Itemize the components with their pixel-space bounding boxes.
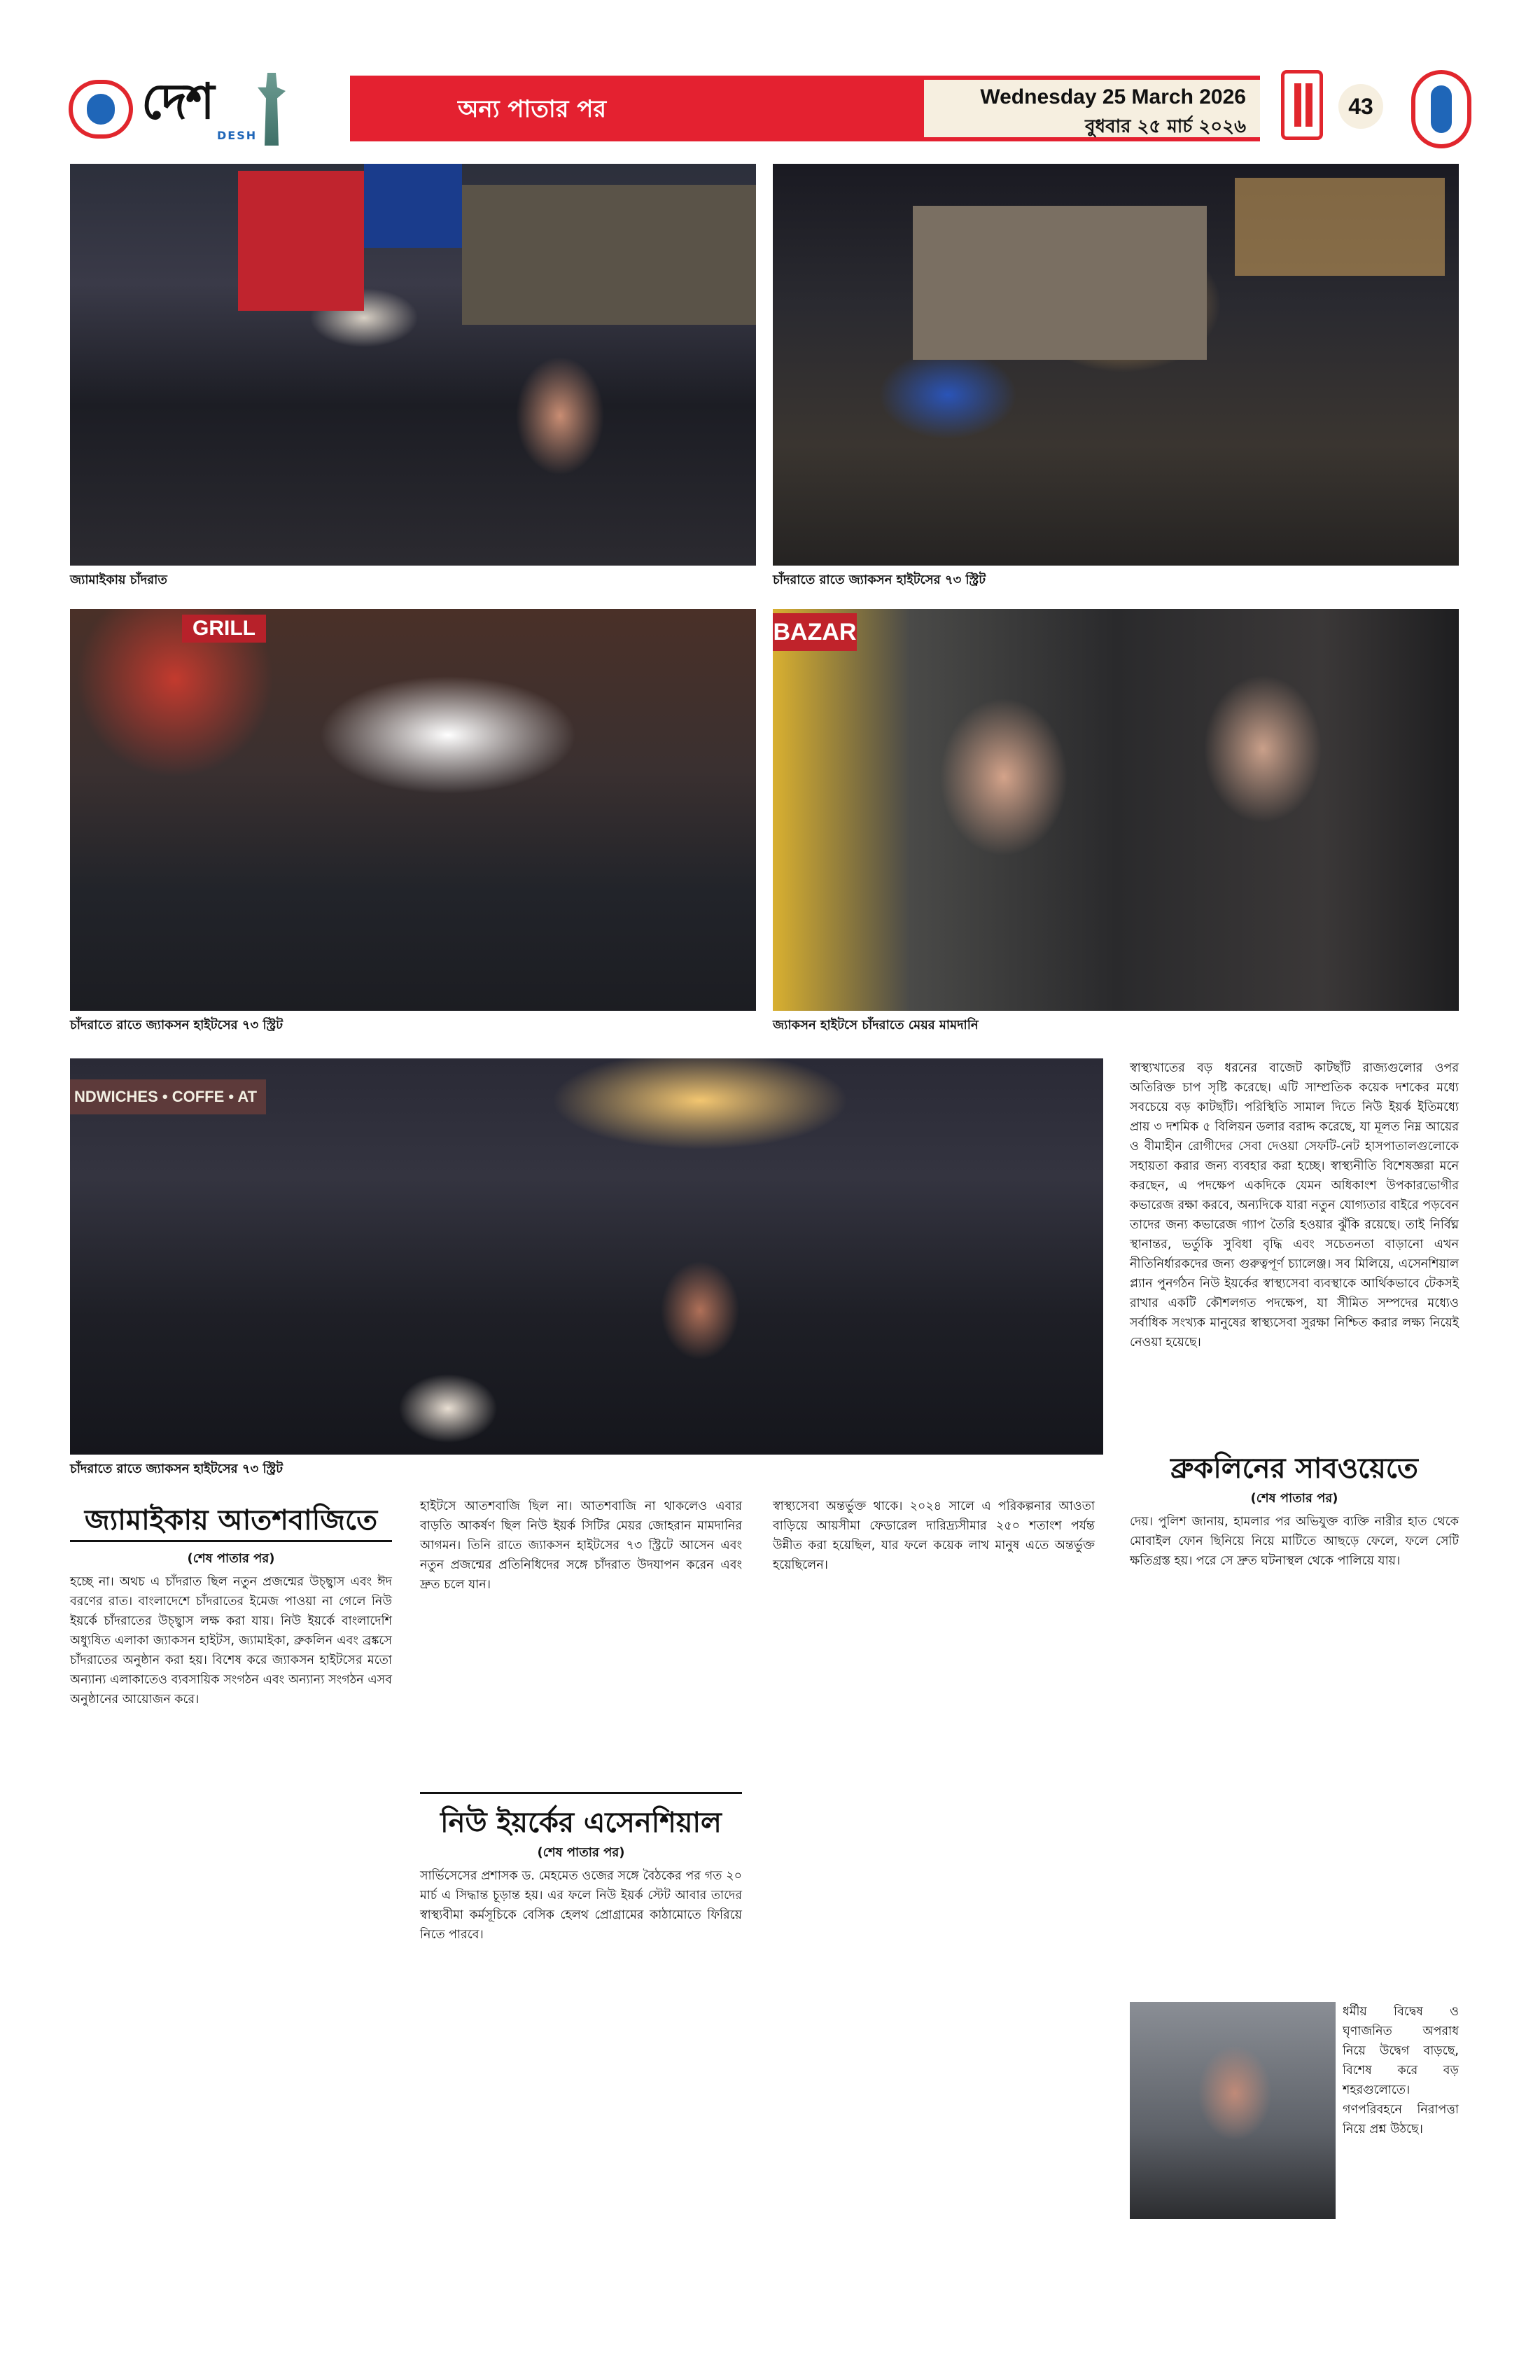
article-text: দেয়। পুলিশ জানায়, হামলার পর অভিযুক্ত ব্যক্তি নারীর হাত থেকে মোবাইল ফোন ছিনিয়ে নিয়ে মাটিতে আছড়ে ফেলে, ফলে সেটি ক্ষতিগ্রস্ত হয়। পরে সে দ্রুত ঘটনাস্থল থেকে পালিয়ে যায়। — [1130, 1515, 1459, 1568]
headline-jamaica: জ্যামাইকায় আতশবাজিতে — [84, 1504, 378, 1536]
article-text: স্বাস্থ্যসেবা অন্তর্ভুক্ত থাকে। ২০২৪ সালে এ পরিকল্পনার আওতা বাড়িয়ে আয়সীমা ফেডারেল দারিদ্র্যসীমার ২৫০ শতাংশ পর্যন্ত উন্নীত করা হয়েছিল, যার ফলে কয়েক লাখ মানুষ এতে অন্তর্ভুক্ত হয়েছিলেন। — [773, 1499, 1095, 1572]
section-banner — [350, 76, 1260, 141]
photo-suspect — [1130, 2002, 1336, 2219]
article-column — [420, 1866, 742, 1945]
article-text: ধর্মীয় বিদ্বেষ ও ঘৃণাজনিত অপরাধ নিয়ে উদ্বেগ বাড়ছে, বিশেষ করে বড় শহরগুলোতে। গণপরিবহনে নিরাপত্তা নিয়ে প্রশ্ন উঠছে। — [1343, 2005, 1459, 2136]
photo-jamaica-chaand-raat — [70, 164, 756, 566]
photo-caption: চাঁদরাতে রাতে জ্যাকসন হাইটসের ৭৩ স্ট্রিট — [773, 573, 986, 587]
photo-mayor-mamdani — [773, 609, 1459, 1011]
headline-essential: নিউ ইয়র্কের এসেনশিয়াল — [440, 1807, 722, 1839]
shop-sign — [238, 171, 364, 311]
photo-caption: চাঁদরাতে রাতে জ্যাকসন হাইটসের ৭৩ স্ট্রিট — [70, 1462, 284, 1476]
date-box — [924, 80, 1260, 137]
article-text: হাইটসে আতশবাজি ছিল না। আতশবাজি না থাকলেও এবার বাড়তি আকর্ষণ ছিল নিউ ইয়র্ক সিটির মেয়র জোহরান মামদানির আগমন। তিনি রাতে জ্যাকসন হাইটসের ৭৩ স্ট্রিটে আসেন এবং নতুন প্রজন্মের প্রতিনিধিদের সঙ্গে চাঁদরাত উদযাপন করেন এবং দ্রুত চলে যান। — [420, 1499, 742, 1592]
photo-caption: জ্যাকসন হাইটসে চাঁদরাতে মেয়র মামদানি — [773, 1018, 979, 1032]
decorative-pill-icon — [1411, 70, 1471, 148]
article-column — [1343, 2002, 1459, 2139]
article-text: হচ্ছে না। অথচ এ চাঁদরাত ছিল নতুন প্রজন্মের উচ্ছ্বাস এবং ঈদ বরণের রাত। বাংলাদেশে চাঁদরাতের ইমেজ পাওয়া না গেলে নিউ ইয়র্কে চাঁদরাতের উচ্ছ্বাস লক্ষ করা যায়। নিউ ইয়র্কে বাংলাদেশি অধ্যুষিত এলাকা জ্যাকসন হাইটস, জ্যামাইকা, ব্রুকলিন এবং ব্রঙ্কসে চাঁদরাতের অনুষ্ঠান করা হয়। বিশেষ করে জ্যাকসন হাইটসের মতো অন্যান্য এলাকাতেও ব্যবসায়িক সংগঠন এবং অন্যান্য সংগঠন এসব অনুষ্ঠানের আয়োজন করে। — [70, 1575, 392, 1707]
photo-caption: জ্যামাইকায় চাঁদরাত — [70, 573, 167, 587]
shop-sign — [364, 164, 462, 248]
date-bengali: বুধবার ২৫ মার্চ ২০২৬ — [1085, 116, 1246, 137]
continued-note: (শেষ পাতার পর) — [537, 1845, 625, 1860]
sandwiches-sign: NDWICHES • COFFE • AT — [70, 1079, 266, 1114]
article-column — [70, 1572, 392, 1709]
lit-tree — [1235, 178, 1445, 276]
newspaper-logo — [69, 70, 286, 148]
logo-subtext: DESH — [217, 129, 258, 142]
divider — [70, 1540, 392, 1542]
logo-pill-icon — [69, 80, 133, 139]
banner-text: অন্য পাতার পর — [457, 95, 607, 123]
page-number: 43 — [1338, 84, 1383, 129]
article-column — [420, 1497, 742, 1595]
grill-sign: GRILL — [182, 615, 266, 643]
photo-jackson-heights-73rd-street — [773, 164, 1459, 566]
headline-brooklyn: ব্রুকলিনের সাবওয়েতে — [1170, 1452, 1418, 1485]
photo-caption: চাঁদরাতে রাতে জ্যাকসন হাইটসের ৭৩ স্ট্রিট — [70, 1018, 284, 1032]
building — [913, 206, 1207, 360]
article-column — [773, 1497, 1095, 1575]
date-english: Wednesday 25 March 2026 — [980, 85, 1246, 108]
continued-note: (শেষ পাতার পর) — [1250, 1491, 1338, 1506]
statue-of-liberty-icon — [258, 73, 286, 146]
photo-jackson-heights-crowd — [70, 609, 756, 1011]
logo-text: দেশ — [141, 72, 214, 130]
divider — [420, 1792, 742, 1794]
article-text: সার্ভিসেসের প্রশাসক ড. মেহমেত ওজের সঙ্গে বৈঠকের পর গত ২০ মার্চ এ সিদ্ধান্ত চূড়ান্ত হয়। এর ফলে নিউ ইয়র্ক স্টেট আবার তাদের স্বাস্থ্যবীমা কর্মসূচিকে বেসিক হেলথ প্রোগ্রামের কাঠামোতে ফিরিয়ে নিতে পারবে। — [420, 1869, 742, 1942]
storefront — [462, 185, 756, 325]
photo-73rd-street-crowd — [70, 1058, 1103, 1455]
bazar-sign: BAZAR — [773, 613, 857, 651]
continued-note: (শেষ পাতার পর) — [187, 1551, 275, 1566]
page-icon — [1281, 70, 1323, 140]
article-column — [1130, 1512, 1459, 1571]
article-column — [1130, 1058, 1459, 1352]
article-text: স্বাস্থ্যখাতের বড় ধরনের বাজেট কাটছাঁট রাজ্যগুলোর ওপর অতিরিক্ত চাপ সৃষ্টি করেছে। এটি সাম্প্রতিক কয়েক দশকের মধ্যে সবচেয়ে বড় কাটছাঁট। পরিস্থিতি সামাল দিতে নিউ ইয়র্ক ইতিমধ্যে প্রায় ৩ দশমিক ৫ বিলিয়ন ডলার বরাদ্দ করেছে, যা মূলত নিম্ন আয়ের ও বীমাহীন রোগীদের সেবা দেওয়া সেফটি-নেট হাসপাতালগুলোকে সহায়তা করার জন্য ব্যবহার করা হচ্ছে। স্বাস্থ্যনীতি বিশেষজ্ঞরা মনে করছেন, এ পদক্ষেপ একদিকে যেমন অধিকাংশ উপকারভোগীর কভারেজ রক্ষা করবে, অন্যদিকে যারা নতুন যোগ্যতার বাইরে পড়বেন তাদের জন্য কভারেজ গ্যাপ তৈরি হওয়ার ঝুঁকি রয়েছে। তাই নির্বিঘ্ন স্থানান্তর, ভর্তুকি সুবিধা বৃদ্ধি এবং সচেতনতা বাড়ানো এখন নীতিনির্ধারকদের জন্য গুরুত্বপূর্ণ চ্যালেঞ্জ। সব মিলিয়ে, এসেনশিয়াল প্ল্যান পুনর্গঠন নিউ ইয়র্কের স্বাস্থ্যসেবা ব্যবস্থাকে আর্থিকভাবে টেকসই রাখার একটি কৌশলগত পদক্ষেপ, যা সীমিত সম্পদের মধ্যেও সর্বাধিক সংখ্যক মানুষের স্বাস্থ্যসেবা সুরক্ষা নিশ্চিত করার লক্ষ্য নিয়েই নেওয়া হয়েছে। — [1130, 1061, 1459, 1350]
